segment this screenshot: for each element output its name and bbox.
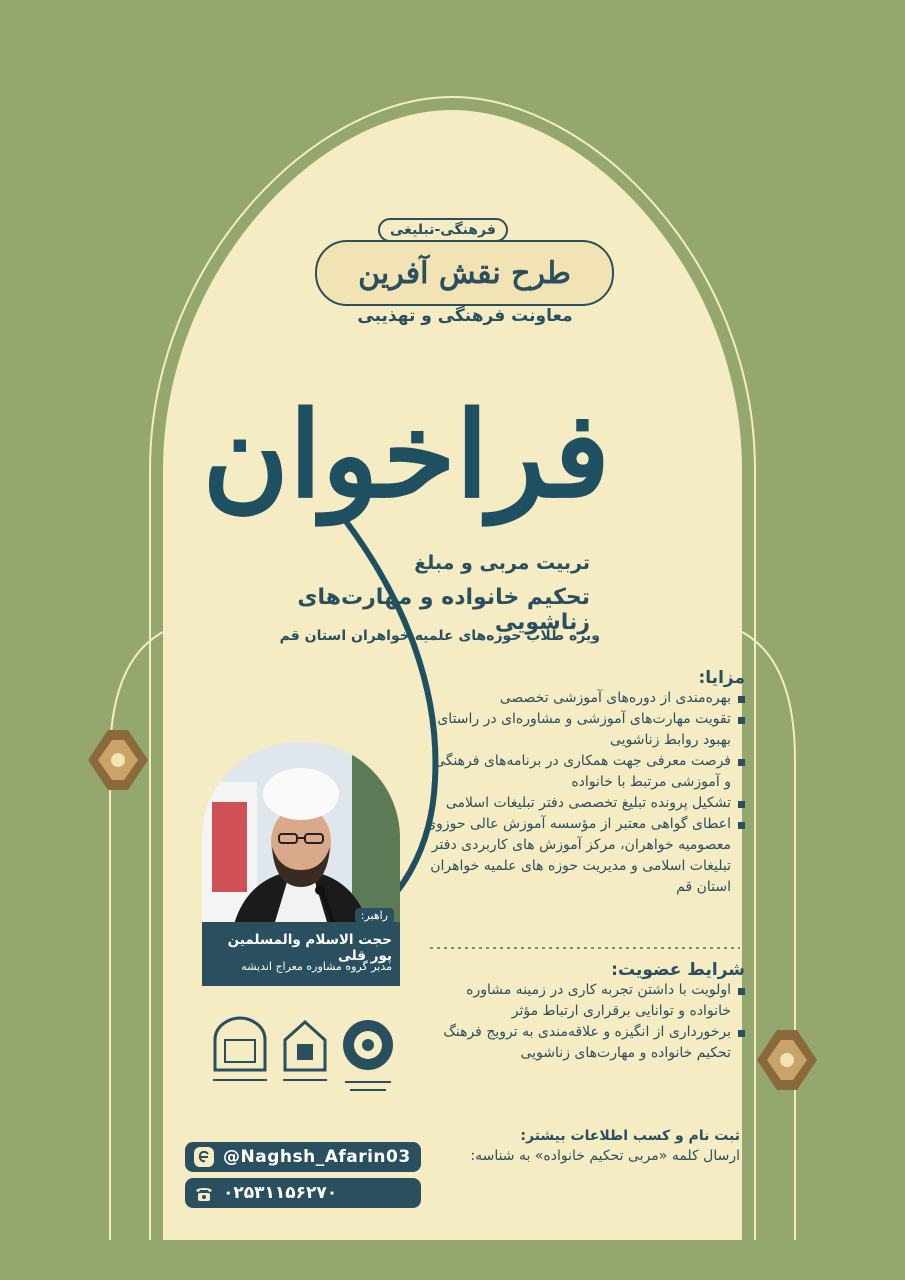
program-logo — [300, 210, 630, 330]
left-ornament — [88, 730, 148, 790]
registration-title: ثبت نام و کسب اطلاعات بیشتر: — [520, 1128, 740, 1144]
benefits-section — [425, 668, 745, 898]
conditions-title: شرایط عضویت: — [611, 960, 745, 980]
left-side-arch — [110, 632, 163, 1250]
organization-name: معاونت فرهنگی و تهذیبی — [357, 306, 573, 326]
guide-card — [202, 909, 400, 986]
phone-pill[interactable] — [185, 1178, 421, 1208]
course-title: تحکیم خانواده و مهارت‌های زناشویی — [297, 585, 590, 635]
right-side-arch — [742, 632, 795, 1250]
eitaa-icon — [193, 1146, 215, 1168]
course-kicker: تربیت مربی و مبلغ — [414, 552, 590, 574]
conditions-section — [425, 960, 745, 1064]
right-ornament — [757, 1030, 817, 1090]
phone-icon — [193, 1182, 215, 1204]
institution-logos — [205, 1010, 405, 1100]
page-title: فراخوان — [202, 385, 610, 524]
institution-logo-3 — [343, 1020, 393, 1090]
benefits-list — [425, 688, 745, 898]
institution-logo-1 — [213, 1018, 267, 1080]
list-item: بهره‌مندی از دوره‌های آموزشی تخصصی — [425, 688, 745, 709]
guide-role: مدیر گروه مشاوره معراج اندیشه — [241, 960, 392, 973]
course-audience: ویژه طلاب حوزه‌های علمیه خواهران استان قم — [279, 628, 600, 644]
list-item: تقویت مهارت‌های آموزشی و مشاوره‌ای در راستای بهبود روابط زناشویی — [425, 709, 745, 751]
benefits-title: مزایا: — [698, 668, 745, 688]
conditions-list — [425, 980, 745, 1064]
list-item: اولویت با داشتن تجربه کاری در زمینه مشاوره خانواده و توانایی برقراری ارتباط مؤثر — [425, 980, 745, 1022]
messenger-handle: @Naghsh_Afarin03 — [223, 1147, 411, 1167]
program-logo-title: طرح نقش آفرین — [315, 240, 614, 306]
bottom-strip — [0, 1240, 905, 1280]
guide-label: راهبر: — [355, 908, 394, 923]
list-item: اعطای گواهی معتبر از مؤسسه آموزش عالی حوزوی معصومیه خواهران، مرکز آموزش های کاربردی دفتر تبلیغات اسلامی و مدیریت حوزه های علمیه خواهران استان قم — [425, 814, 745, 898]
institution-logo-2 — [283, 1022, 327, 1080]
list-item: فرصت معرفی جهت همکاری در برنامه‌های فرهنگی و آموزشی مرتبط با خانواده — [425, 751, 745, 793]
list-item: تشکیل پرونده تبلیغ تخصصی دفتر تبلیغات اسلامی — [425, 793, 745, 814]
registration-text: ارسال کلمه «مربی تحکیم خانواده» به شناسه: — [470, 1148, 740, 1164]
messenger-handle-pill[interactable] — [185, 1142, 421, 1172]
list-item: برخورداری از انگیزه و علاقه‌مندی به ترویج فرهنگ تحکیم خانواده و مهارت‌های زناشویی — [425, 1022, 745, 1064]
guide-photo — [202, 742, 400, 932]
guide-name: حجت الاسلام والمسلمین پور قلی — [227, 932, 392, 964]
phone-number: ۰۲۵۳۱۱۵۶۲۷۰ — [223, 1183, 338, 1203]
category-badge: فرهنگی-تبلیغی — [378, 218, 508, 242]
